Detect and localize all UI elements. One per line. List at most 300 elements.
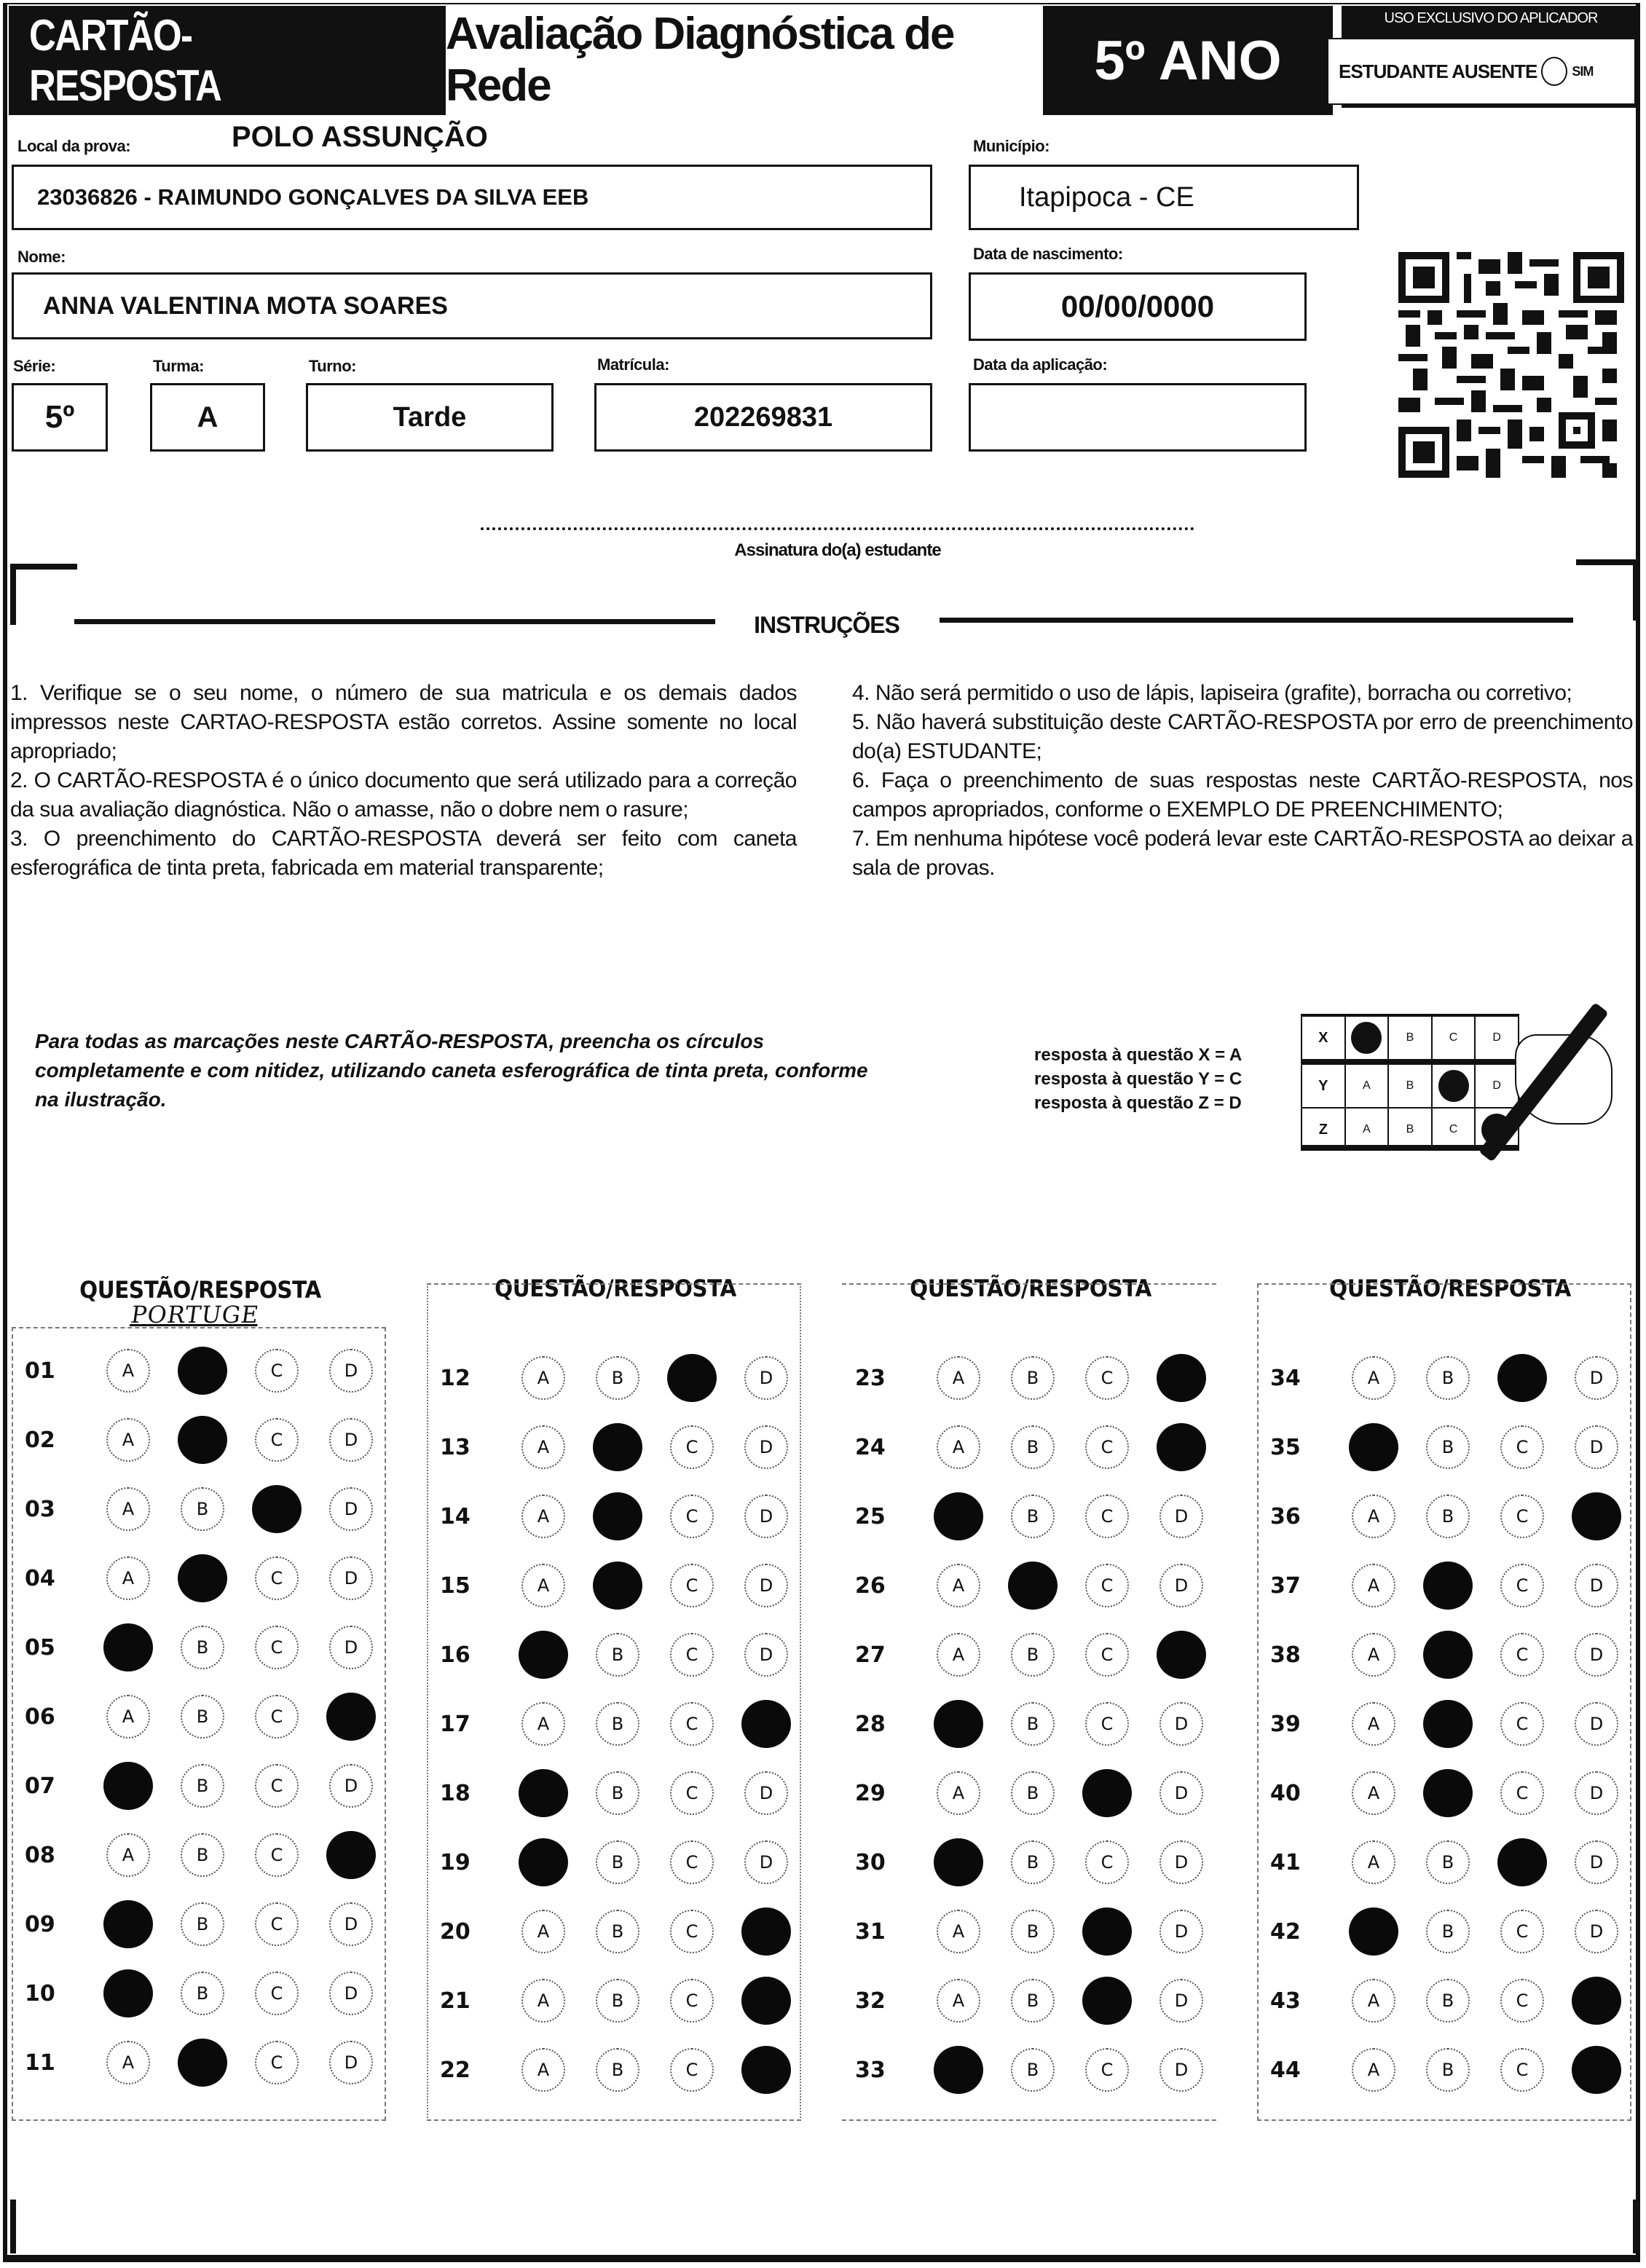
applicator-label: USO EXCLUSIVO DO APLICADOR bbox=[1384, 10, 1598, 26]
answer-row bbox=[12, 1764, 373, 1808]
question-number: 38 bbox=[1270, 1642, 1301, 1668]
example-key: Y bbox=[1302, 1065, 1346, 1107]
answer-bubble[interactable]: C bbox=[1085, 1356, 1129, 1400]
answer-bubble[interactable]: B bbox=[1011, 2048, 1055, 2092]
serie-field[interactable]: 5º bbox=[12, 383, 108, 452]
example-option: D bbox=[1492, 1031, 1501, 1044]
answer-bubble[interactable]: B bbox=[596, 1910, 639, 1953]
answer-bubble-filled[interactable] bbox=[1497, 1838, 1547, 1886]
turma-field[interactable]: A bbox=[150, 383, 265, 452]
answer-bubble[interactable]: B bbox=[596, 1702, 639, 1746]
question-number: 43 bbox=[1270, 1988, 1301, 2014]
answer-bubble[interactable]: B bbox=[1011, 1979, 1055, 2023]
answer-bubble-filled[interactable] bbox=[741, 1907, 791, 1956]
question-number: 33 bbox=[855, 2057, 886, 2083]
column-header: QUESTÃO/RESPOSTA bbox=[495, 1275, 736, 1302]
answer-bubble[interactable]: B bbox=[181, 1972, 224, 2015]
answer-bubble-filled[interactable] bbox=[934, 1838, 983, 1886]
instruction-item: 5. Não haverá substituição deste CARTÃO-RESPOSTA por erro de preenchimento do(a) ESTUDANTE; bbox=[852, 710, 1633, 763]
question-number: 13 bbox=[440, 1434, 470, 1460]
answer-bubble[interactable]: C bbox=[1500, 1564, 1544, 1607]
turno-field[interactable]: Tarde bbox=[306, 383, 554, 452]
legend-item: resposta à questão X = A bbox=[1034, 1045, 1243, 1065]
question-number: 19 bbox=[440, 1849, 470, 1875]
local-label: Local da prova: bbox=[17, 137, 131, 155]
answer-bubble[interactable]: B bbox=[1011, 1910, 1055, 1953]
answer-row bbox=[1257, 1633, 1618, 1677]
answer-bubble[interactable]: C bbox=[255, 1626, 299, 1669]
turma-label: Turma: bbox=[153, 357, 204, 375]
question-number: 40 bbox=[1270, 1780, 1301, 1806]
answer-row bbox=[1257, 1564, 1618, 1607]
answer-row bbox=[842, 1425, 1203, 1469]
application-date-field[interactable] bbox=[969, 383, 1307, 452]
question-number: 16 bbox=[440, 1642, 470, 1668]
answer-bubble[interactable]: D bbox=[1575, 1564, 1618, 1607]
answer-bubble-filled[interactable] bbox=[1572, 1492, 1621, 1540]
birthdate-field[interactable]: 00/00/0000 bbox=[969, 272, 1307, 341]
answer-bubble[interactable]: D bbox=[744, 1425, 788, 1469]
answer-row bbox=[12, 1902, 373, 1946]
instruction-item: 1. Verifique se o seu nome, o número de sua matricula e os demais dados impressos neste CARTAO-RESPOSTA estão corretos. Assine somente no local apropriado; bbox=[10, 681, 797, 763]
answer-bubble-filled[interactable] bbox=[741, 2046, 791, 2094]
answer-row bbox=[427, 1495, 788, 1538]
answer-bubble[interactable]: D bbox=[329, 1972, 373, 2015]
answer-bubble-filled[interactable] bbox=[1082, 1907, 1132, 1956]
handwritten-note: PORTUGE bbox=[129, 1301, 261, 1328]
question-number: 27 bbox=[855, 1642, 886, 1668]
answer-bubble[interactable]: A bbox=[521, 1979, 565, 2023]
answer-bubble-filled[interactable] bbox=[1349, 1423, 1398, 1471]
answer-bubble[interactable]: A bbox=[521, 1564, 565, 1607]
municipio-field[interactable]: Itapipoca - CE bbox=[969, 165, 1359, 230]
answer-bubble-filled[interactable] bbox=[178, 1416, 227, 1464]
turno-label: Turno: bbox=[309, 357, 357, 375]
answer-bubble[interactable]: A bbox=[521, 1495, 565, 1538]
corner-mark-top-left bbox=[10, 564, 77, 625]
answer-bubble-filled[interactable] bbox=[934, 1492, 983, 1540]
question-number: 15 bbox=[440, 1572, 470, 1599]
answer-row bbox=[12, 1349, 373, 1393]
answer-bubble[interactable]: A bbox=[1352, 1495, 1395, 1538]
example-row bbox=[1302, 1017, 1518, 1065]
answer-bubble[interactable]: D bbox=[329, 1902, 373, 1946]
example-option: A bbox=[1346, 1109, 1390, 1151]
example-key: Z bbox=[1302, 1109, 1346, 1151]
answer-bubble[interactable]: C bbox=[670, 1564, 714, 1607]
answer-bubble[interactable]: D bbox=[329, 1418, 373, 1462]
answer-bubble[interactable]: D bbox=[329, 1487, 373, 1531]
answer-bubble[interactable]: C bbox=[670, 1702, 714, 1746]
answer-bubble[interactable]: B bbox=[1426, 1356, 1470, 1400]
answer-row bbox=[427, 1702, 788, 1746]
instruction-item: 6. Faça o preenchimento de suas respostas neste CARTÃO-RESPOSTA, nos campos apropriados, conforme o EXEMPLO DE PREENCHIMENTO; bbox=[852, 768, 1633, 822]
answer-row bbox=[1257, 2048, 1618, 2092]
answer-bubble[interactable]: A bbox=[1352, 1771, 1395, 1815]
answer-bubble-filled[interactable] bbox=[178, 1554, 227, 1602]
answer-bubble[interactable]: B bbox=[1426, 1910, 1470, 1953]
answer-bubble-filled[interactable] bbox=[1157, 1354, 1206, 1402]
answer-bubble[interactable]: B bbox=[1426, 1425, 1470, 1469]
answer-bubble[interactable]: D bbox=[744, 1633, 788, 1677]
answer-bubble[interactable]: D bbox=[1159, 1979, 1203, 2023]
question-number: 04 bbox=[25, 1565, 55, 1591]
question-number: 11 bbox=[25, 2050, 55, 2076]
answer-bubble-filled[interactable] bbox=[593, 1562, 642, 1610]
answer-bubble[interactable]: D bbox=[744, 1771, 788, 1815]
answer-bubble-filled[interactable] bbox=[103, 1623, 153, 1672]
answer-bubble[interactable]: D bbox=[1575, 1633, 1618, 1677]
answer-bubble[interactable]: D bbox=[1159, 1771, 1203, 1815]
answer-bubble[interactable]: A bbox=[106, 1487, 150, 1531]
signature-label: Assinatura do(a) estudante bbox=[734, 540, 941, 560]
example-option: B bbox=[1389, 1065, 1433, 1107]
answer-bubble-filled[interactable] bbox=[667, 1354, 717, 1402]
example-option-filled bbox=[1346, 1017, 1390, 1059]
answer-row bbox=[427, 1425, 788, 1469]
answer-row bbox=[842, 1840, 1203, 1884]
answer-bubble-filled[interactable] bbox=[519, 1838, 568, 1886]
answer-bubble[interactable]: B bbox=[1426, 1979, 1470, 2023]
answer-bubble[interactable]: A bbox=[521, 2048, 565, 2092]
answer-bubble[interactable]: B bbox=[1426, 1495, 1470, 1538]
answer-bubble[interactable]: A bbox=[521, 1356, 565, 1400]
answer-bubble[interactable]: A bbox=[1352, 1564, 1395, 1607]
answer-row bbox=[1257, 1840, 1618, 1884]
question-number: 42 bbox=[1270, 1918, 1301, 1945]
answer-bubble-filled[interactable] bbox=[593, 1423, 642, 1471]
answer-bubble[interactable]: A bbox=[937, 1564, 980, 1607]
answer-bubble[interactable]: A bbox=[937, 1633, 980, 1677]
answer-bubble[interactable]: A bbox=[106, 1418, 150, 1462]
answer-bubble[interactable]: A bbox=[106, 2041, 150, 2084]
answer-bubble-filled[interactable] bbox=[1157, 1631, 1206, 1679]
answer-bubble[interactable]: C bbox=[1085, 1702, 1129, 1746]
answer-row bbox=[842, 1564, 1203, 1607]
answer-bubble[interactable]: B bbox=[1011, 1840, 1055, 1884]
answer-bubble[interactable]: D bbox=[744, 1495, 788, 1538]
answer-bubble-filled[interactable] bbox=[593, 1492, 642, 1540]
answer-bubble[interactable]: C bbox=[255, 1556, 299, 1600]
answer-row bbox=[1257, 1495, 1618, 1538]
answer-bubble-filled[interactable] bbox=[252, 1485, 302, 1533]
divider bbox=[940, 618, 1573, 623]
answer-bubble[interactable]: A bbox=[521, 1702, 565, 1746]
legend-item: resposta à questão Z = D bbox=[1034, 1093, 1242, 1113]
serie-label: Série: bbox=[13, 357, 56, 375]
answer-bubble[interactable]: B bbox=[1011, 1771, 1055, 1815]
corner-mark-bottom-right bbox=[1592, 2200, 1639, 2253]
answer-bubble[interactable]: C bbox=[255, 1833, 299, 1877]
answer-bubble[interactable]: B bbox=[596, 1979, 639, 2023]
answer-bubble-filled[interactable] bbox=[519, 1769, 568, 1817]
answer-bubble-filled[interactable] bbox=[326, 1831, 376, 1879]
answer-bubble[interactable]: B bbox=[181, 1902, 224, 1946]
answer-row bbox=[1257, 1425, 1618, 1469]
matricula-field[interactable]: 202269831 bbox=[594, 383, 932, 452]
answer-bubble-filled[interactable] bbox=[103, 1900, 153, 1948]
answer-bubble[interactable]: C bbox=[1085, 1564, 1129, 1607]
answer-bubble[interactable]: C bbox=[670, 1425, 714, 1469]
question-number: 41 bbox=[1270, 1849, 1301, 1875]
example-legend bbox=[1034, 1043, 1296, 1115]
answer-bubble-filled[interactable] bbox=[103, 1969, 153, 2017]
answer-bubble[interactable]: C bbox=[1085, 1495, 1129, 1538]
answer-row bbox=[842, 1771, 1203, 1815]
instructions-left-column bbox=[10, 679, 797, 883]
answer-bubble[interactable]: C bbox=[255, 1695, 299, 1739]
answer-row bbox=[12, 1556, 373, 1600]
answer-bubble[interactable]: B bbox=[181, 1626, 224, 1669]
answer-row bbox=[1257, 1979, 1618, 2023]
question-number: 25 bbox=[855, 1503, 886, 1529]
answer-bubble[interactable]: A bbox=[937, 1910, 980, 1953]
answer-bubble-filled[interactable] bbox=[1157, 1423, 1206, 1471]
example-option: B bbox=[1389, 1017, 1433, 1059]
answer-bubble[interactable]: D bbox=[329, 1764, 373, 1808]
answer-bubble[interactable]: B bbox=[1426, 1840, 1470, 1884]
answer-bubble[interactable]: C bbox=[670, 1771, 714, 1815]
answer-bubble-filled[interactable] bbox=[1082, 1977, 1132, 2025]
question-number: 02 bbox=[25, 1427, 55, 1453]
absent-option-label: SIM bbox=[1572, 63, 1594, 79]
name-field[interactable]: ANNA VALENTINA MOTA SOARES bbox=[12, 272, 932, 339]
answer-bubble[interactable]: C bbox=[1085, 1633, 1129, 1677]
question-number: 09 bbox=[25, 1911, 55, 1937]
question-number: 14 bbox=[440, 1503, 470, 1529]
answer-row bbox=[12, 1972, 373, 2015]
answer-bubble[interactable]: C bbox=[1085, 2048, 1129, 2092]
question-number: 34 bbox=[1270, 1365, 1301, 1391]
question-number: 22 bbox=[440, 2057, 470, 2083]
answer-bubble[interactable]: D bbox=[744, 1564, 788, 1607]
answer-bubble[interactable]: C bbox=[255, 1418, 299, 1462]
answer-bubble[interactable]: B bbox=[1011, 1633, 1055, 1677]
answer-row bbox=[842, 1979, 1203, 2023]
answer-bubble[interactable]: B bbox=[1011, 1495, 1055, 1538]
answer-bubble[interactable]: D bbox=[1575, 1910, 1618, 1953]
answer-bubble[interactable]: B bbox=[181, 1695, 224, 1739]
answer-bubble[interactable]: C bbox=[255, 1764, 299, 1808]
answer-bubble[interactable]: A bbox=[937, 1425, 980, 1469]
answer-bubble[interactable]: C bbox=[670, 1910, 714, 1953]
answer-bubble-filled[interactable] bbox=[1423, 1631, 1473, 1679]
answer-bubble[interactable]: A bbox=[106, 1695, 150, 1739]
answer-bubble-filled[interactable] bbox=[741, 1700, 791, 1748]
answer-bubble[interactable]: C bbox=[1500, 1495, 1544, 1538]
school-field[interactable]: 23036826 - RAIMUNDO GONÇALVES DA SILVA EEB bbox=[12, 165, 932, 230]
instructions-title: INSTRUÇÕES bbox=[754, 612, 899, 638]
example-key: X bbox=[1302, 1017, 1346, 1059]
instruction-item: 3. O preenchimento do CARTÃO-RESPOSTA deverá ser feito com caneta esferográfica de tinta preta, fabricada em material transparente; bbox=[10, 827, 797, 880]
example-option: B bbox=[1389, 1109, 1433, 1151]
answer-bubble-filled[interactable] bbox=[1349, 1907, 1398, 1956]
answer-row bbox=[427, 1633, 788, 1677]
question-number: 03 bbox=[25, 1496, 55, 1522]
answer-bubble[interactable]: A bbox=[521, 1425, 565, 1469]
answer-bubble[interactable]: A bbox=[1352, 1702, 1395, 1746]
answer-row bbox=[427, 1910, 788, 1953]
answer-bubble[interactable]: C bbox=[670, 1495, 714, 1538]
answer-bubble[interactable]: C bbox=[1500, 1702, 1544, 1746]
answer-row bbox=[842, 1702, 1203, 1746]
answer-bubble[interactable]: B bbox=[1011, 1356, 1055, 1400]
answer-bubble[interactable]: C bbox=[1500, 1633, 1544, 1677]
answer-bubble[interactable]: D bbox=[329, 1349, 373, 1393]
answer-bubble[interactable]: C bbox=[255, 1902, 299, 1946]
answer-bubble[interactable]: C bbox=[1085, 1425, 1129, 1469]
answer-bubble[interactable]: C bbox=[255, 1972, 299, 2015]
answer-bubble[interactable]: C bbox=[255, 2041, 299, 2084]
answer-bubble[interactable]: D bbox=[329, 2041, 373, 2084]
absent-bubble[interactable] bbox=[1541, 57, 1567, 86]
answer-row bbox=[842, 2048, 1203, 2092]
answer-bubble[interactable]: A bbox=[1352, 1979, 1395, 2023]
answer-bubble[interactable]: A bbox=[1352, 2048, 1395, 2092]
answer-bubble[interactable]: A bbox=[106, 1556, 150, 1600]
fill-instructions: Para todas as marcações neste CARTÃO-RESPOSTA, preencha os círculos completamente e com nitidez, utilizando caneta esferográfica de tinta preta, conforme na ilustração. bbox=[35, 1030, 868, 1111]
answer-bubble[interactable]: B bbox=[1011, 1425, 1055, 1469]
answer-bubble-filled[interactable] bbox=[1497, 1354, 1547, 1402]
answer-bubble[interactable]: D bbox=[329, 1556, 373, 1600]
answer-row bbox=[842, 1495, 1203, 1538]
answer-bubble-filled[interactable] bbox=[741, 1977, 791, 2025]
answer-bubble[interactable]: B bbox=[1426, 2048, 1470, 2092]
corner-mark-top-right bbox=[1576, 559, 1639, 621]
answer-bubble[interactable]: A bbox=[937, 1356, 980, 1400]
column-header: QUESTÃO/RESPOSTA bbox=[79, 1276, 321, 1304]
answer-bubble[interactable]: D bbox=[1575, 1425, 1618, 1469]
answer-row bbox=[12, 1487, 373, 1531]
answer-bubble[interactable]: D bbox=[1159, 1564, 1203, 1607]
answer-bubble-filled[interactable] bbox=[1423, 1769, 1473, 1817]
answer-bubble[interactable]: D bbox=[1159, 1702, 1203, 1746]
answer-bubble-filled[interactable] bbox=[1008, 1562, 1058, 1610]
answer-bubble-filled[interactable] bbox=[934, 2046, 983, 2094]
question-number: 28 bbox=[855, 1711, 886, 1737]
answer-bubble[interactable]: D bbox=[744, 1840, 788, 1884]
birthdate-label: Data de nascimento: bbox=[973, 245, 1123, 263]
answer-row bbox=[427, 1979, 788, 2023]
answer-bubble[interactable]: D bbox=[1575, 1840, 1618, 1884]
question-number: 24 bbox=[855, 1434, 886, 1460]
answer-bubble[interactable]: D bbox=[1159, 1840, 1203, 1884]
answer-bubble[interactable]: C bbox=[1500, 1910, 1544, 1953]
answer-bubble-filled[interactable] bbox=[934, 1700, 983, 1748]
answer-bubble[interactable]: B bbox=[596, 1356, 639, 1400]
answer-bubble[interactable]: D bbox=[329, 1626, 373, 1669]
question-number: 30 bbox=[855, 1849, 886, 1875]
answer-bubble-filled[interactable] bbox=[1572, 1977, 1621, 2025]
instruction-item: 7. Em nenhuma hipótese você poderá levar este CARTÃO-RESPOSTA ao deixar a sala de provas. bbox=[852, 827, 1633, 880]
answer-bubble[interactable]: C bbox=[255, 1349, 299, 1393]
answer-bubble[interactable]: D bbox=[1159, 1910, 1203, 1953]
example-option: A bbox=[1346, 1065, 1390, 1107]
answer-bubble[interactable]: C bbox=[670, 2048, 714, 2092]
answer-row bbox=[842, 1910, 1203, 1953]
answer-bubble[interactable]: C bbox=[670, 1979, 714, 2023]
answer-bubble[interactable]: A bbox=[1352, 1840, 1395, 1884]
answer-bubble[interactable]: C bbox=[670, 1840, 714, 1884]
answer-bubble[interactable]: A bbox=[937, 1771, 980, 1815]
answer-row bbox=[1257, 1356, 1618, 1400]
answer-bubble-filled[interactable] bbox=[1423, 1700, 1473, 1748]
answer-row bbox=[12, 1626, 373, 1669]
answer-bubble[interactable]: B bbox=[181, 1764, 224, 1808]
corner-mark-bottom-left bbox=[10, 2200, 51, 2253]
answer-bubble[interactable]: B bbox=[596, 2048, 639, 2092]
fill-example-table bbox=[1301, 1014, 1519, 1151]
answer-bubble[interactable]: B bbox=[181, 1833, 224, 1877]
answer-bubble[interactable]: A bbox=[521, 1910, 565, 1953]
answer-bubble[interactable]: C bbox=[1500, 1771, 1544, 1815]
answer-bubble[interactable]: D bbox=[1575, 1356, 1618, 1400]
answer-bubble-filled[interactable] bbox=[178, 1347, 227, 1395]
answer-bubble[interactable]: B bbox=[1011, 1702, 1055, 1746]
grade-badge: 5º ANO bbox=[1094, 29, 1282, 92]
answer-row bbox=[842, 1633, 1203, 1677]
answer-row bbox=[842, 1356, 1203, 1400]
answer-bubble-filled[interactable] bbox=[1423, 1562, 1473, 1610]
question-number: 05 bbox=[25, 1634, 55, 1661]
answer-bubble[interactable]: B bbox=[596, 1840, 639, 1884]
question-number: 39 bbox=[1270, 1711, 1301, 1737]
answer-bubble[interactable]: D bbox=[744, 1356, 788, 1400]
question-number: 07 bbox=[25, 1773, 55, 1799]
answer-bubble[interactable]: B bbox=[596, 1633, 639, 1677]
answer-bubble[interactable]: B bbox=[181, 1487, 224, 1531]
answer-bubble[interactable]: A bbox=[937, 1979, 980, 2023]
answer-bubble-filled[interactable] bbox=[519, 1631, 568, 1679]
answer-bubble[interactable]: A bbox=[1352, 1356, 1395, 1400]
legend-item: resposta à questão Y = C bbox=[1034, 1069, 1243, 1089]
answer-bubble[interactable]: D bbox=[1575, 1702, 1618, 1746]
answer-bubble[interactable]: C bbox=[1500, 2048, 1544, 2092]
question-number: 44 bbox=[1270, 2057, 1301, 2083]
municipio-label: Município: bbox=[973, 137, 1050, 155]
answer-bubble[interactable]: A bbox=[1352, 1633, 1395, 1677]
example-option: D bbox=[1492, 1079, 1501, 1092]
answer-bubble-filled[interactable] bbox=[103, 1762, 153, 1810]
question-number: 21 bbox=[440, 1988, 470, 2014]
question-number: 20 bbox=[440, 1918, 470, 1945]
question-number: 35 bbox=[1270, 1434, 1301, 1460]
local-value: POLO ASSUNÇÃO bbox=[232, 121, 488, 153]
question-number: 32 bbox=[855, 1988, 886, 2014]
answer-bubble-filled[interactable] bbox=[1082, 1769, 1132, 1817]
answer-bubble[interactable]: C bbox=[670, 1633, 714, 1677]
answer-bubble[interactable]: C bbox=[1500, 1425, 1544, 1469]
answer-bubble[interactable]: D bbox=[1159, 1495, 1203, 1538]
answer-bubble[interactable]: C bbox=[1085, 1840, 1129, 1884]
answer-bubble-filled[interactable] bbox=[1572, 2046, 1621, 2094]
question-number: 36 bbox=[1270, 1503, 1301, 1529]
signature-line[interactable] bbox=[481, 527, 1194, 530]
divider bbox=[74, 619, 715, 624]
answer-row bbox=[12, 2041, 373, 2084]
answer-bubble[interactable]: A bbox=[106, 1833, 150, 1877]
answer-bubble-filled[interactable] bbox=[178, 2039, 227, 2087]
answer-bubble[interactable]: A bbox=[106, 1349, 150, 1393]
exam-title: Avaliação Diagnóstica de Rede bbox=[446, 12, 1043, 108]
answer-bubble[interactable]: D bbox=[1159, 2048, 1203, 2092]
answer-bubble[interactable]: D bbox=[1575, 1771, 1618, 1815]
question-number: 17 bbox=[440, 1711, 470, 1737]
answer-bubble[interactable]: C bbox=[1500, 1979, 1544, 2023]
question-number: 31 bbox=[855, 1918, 886, 1945]
answer-bubble-filled[interactable] bbox=[326, 1693, 376, 1741]
answer-bubble[interactable]: B bbox=[596, 1771, 639, 1815]
